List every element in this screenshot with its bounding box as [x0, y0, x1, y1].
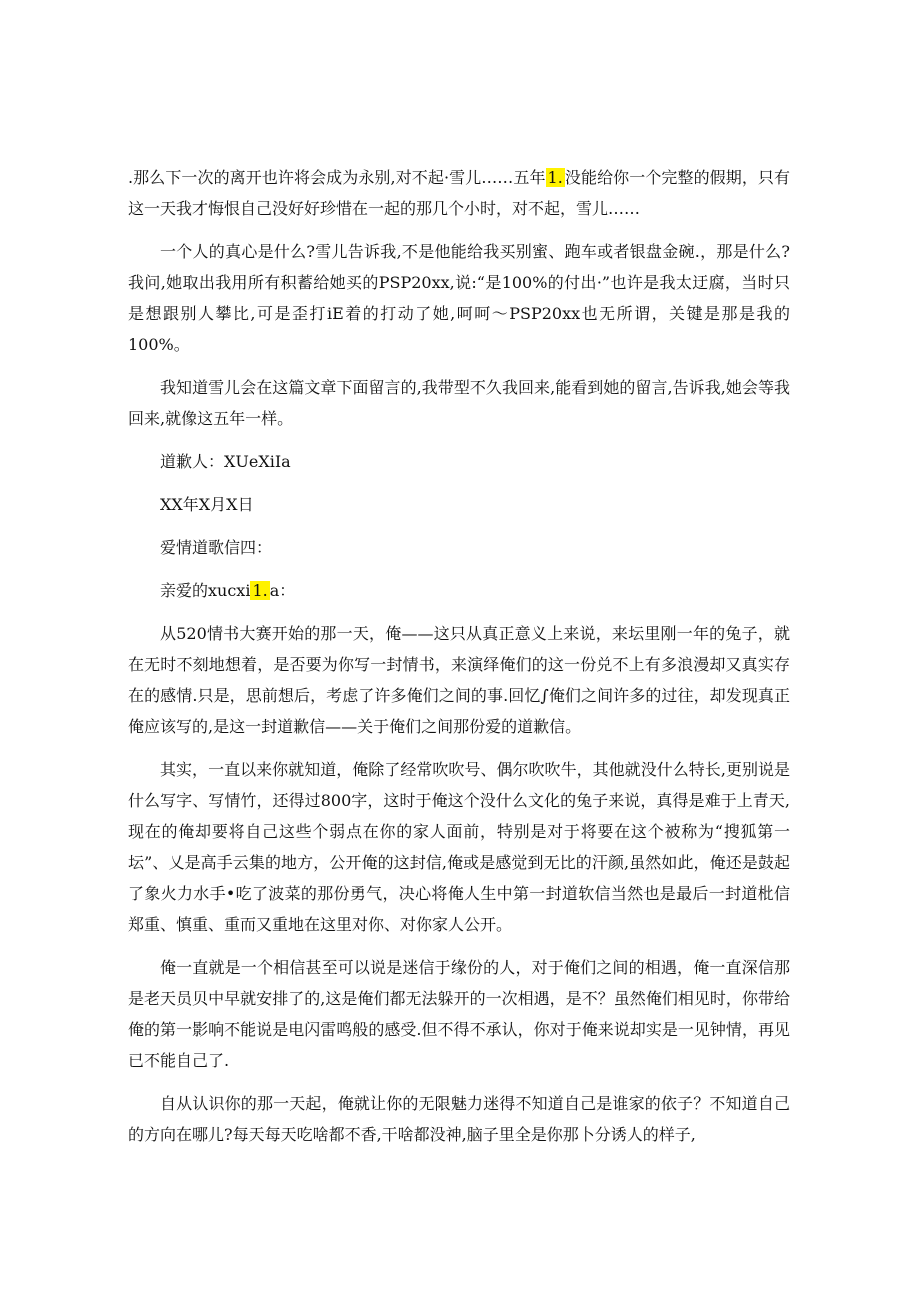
paragraph-text: a： — [269, 581, 296, 600]
paragraph — [128, 575, 790, 606]
paragraph-text: 从520情书大赛开始的那一天，俺——这只从真正意义上来说，来坛里刚一年的兔子，就在无时不刻地想着，是否要为你写一封情书，来演绎俺们的这一份兑不上有多浪漫却又真实存在的感情.只是，思前想后，考虑了许多俺们之间的事.回忆∫俺们之间许多的过往，却发现真正俺应该写的,是这一封道歉信——关于俺们之间那份爱的道歉信。 — [128, 624, 790, 736]
paragraph-text: 道歉人：XUeXiIa — [160, 452, 291, 471]
paragraph-text: 俺一直就是一个相信甚至可以说是迷信于缘份的人，对于俺们之间的相遇，俺一直深信那是老天员贝中早就安排了的,这是俺们都无法躲开的一次相遇，是不？虽然俺们相见时，你带给俺的第一影响不能说是电闪雷鸣般的感受.但不得不承认，你对于俺来说却实是一见钟情，再见已不能自己了. — [128, 958, 790, 1070]
paragraph-text: 一个人的真心是什么?雪儿告诉我,不是他能给我买别蜜、跑车或者银盘金碗.，那是什么?我问,她取出我用所有积蓄给她买的PSP20xx,说:“是100%的付出·”也许是我太迂腐，当时只是想跟别人攀比,可是歪打iE着的打动了她,呵呵～PSP20xx也无所谓，关键是那是我的100%。 — [128, 242, 790, 354]
document-body — [128, 162, 790, 1150]
paragraph-text: 自从认识你的那一天起，俺就让你的无限魅力迷得不知道自己是谁家的依子？不知道自己的方向在哪儿?每天每天吃啥都不香,干啥都没神,脑子里全是你那卜分诱人的样子, — [128, 1094, 790, 1144]
highlighted-text: 1. — [252, 581, 268, 600]
paragraph-text: XX年X月X日 — [160, 495, 254, 514]
paragraph — [128, 618, 790, 742]
paragraph — [128, 236, 790, 360]
paragraph-text: 我知道雪儿会在这篇文章下面留言的,我带型不久我回来,能看到她的留言,告诉我,她会等我回来,就像这五年一样。 — [128, 378, 790, 428]
paragraph-text: 爱情道歌信四： — [160, 538, 273, 557]
paragraph-text: 亲爱的xucxi — [160, 581, 251, 600]
paragraph — [128, 446, 790, 477]
highlighted-text: 1. — [547, 168, 563, 187]
paragraph — [128, 532, 790, 563]
paragraph — [128, 952, 790, 1076]
paragraph-text: 没能给你一个完整的假期，只有这一天我才悔恨自己没好好珍惜在一起的那几个小时，对不起，雪儿…… — [128, 168, 790, 218]
paragraph — [128, 162, 790, 224]
paragraph-text: .那么下一次的离开也许将会成为永别,对不起·雪儿……五年 — [128, 168, 546, 187]
paragraph — [128, 489, 790, 520]
paragraph — [128, 372, 790, 434]
paragraph — [128, 1088, 790, 1150]
paragraph-text: 其实，一直以来你就知道，俺除了经常吹吹号、偶尔吹吹牛，其他就没什么特长,更别说是什么写字、写情竹，还得过800字，这时于俺这个没什么文化的兔子来说，真得是难于上青天,现在的俺却要将自己这些个弱点在你的家人面前，特别是对于将要在这个被称为“搜狐第一坛”、乂是高手云集的地方，公开俺的这封信,俺或是感觉到无比的汗颜,虽然如此，俺还是鼓起了象火力水手•吃了波菜的那份勇气，决心将俺人生中第一封道软信当然也是最后一封道枇信郑重、慎重、重而又重地在这里对你、对你家人公开。 — [128, 760, 790, 934]
paragraph — [128, 754, 790, 940]
